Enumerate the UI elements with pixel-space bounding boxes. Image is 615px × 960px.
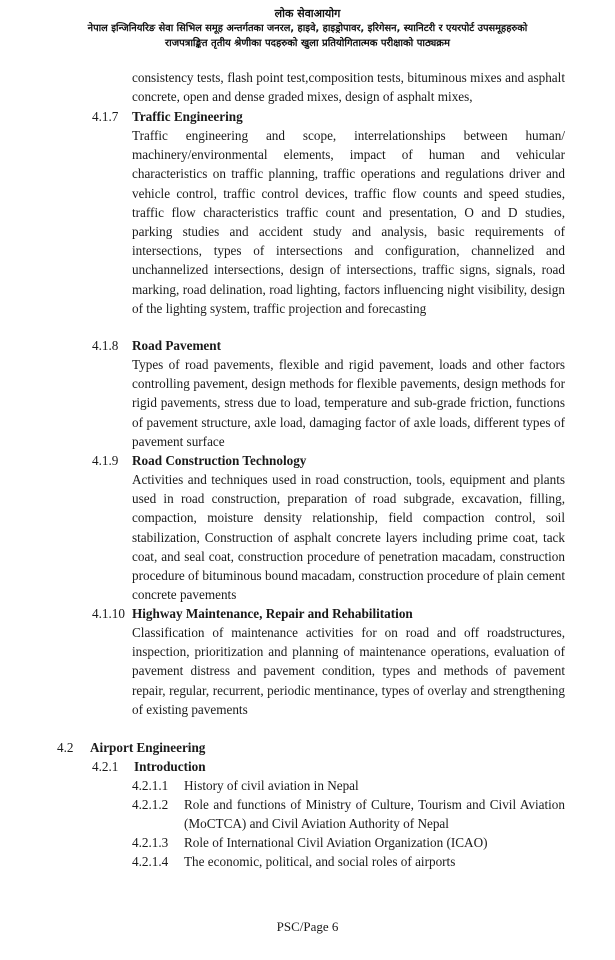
section-number-4-2-1: 4.2.1 [92, 759, 119, 774]
section-number-4-1-8: 4.1.8 [92, 338, 119, 353]
item-number-4-2-1-4: 4.2.1.4 [132, 854, 169, 869]
section-title-airport-engineering: Airport Engineering [90, 740, 206, 755]
section-body-highway-maintenance: Classification of maintenance activities for on road and off roadstructures, inspection, prioritization and planning of maintenance operations, evaluation of pavement distress and pavement condition, types and methods of pavement repair, regular, recurrent, periodic mentinance, types of overlay and strengthening of existing pavements [132, 625, 565, 717]
section-title-road-construction: Road Construction Technology [132, 453, 307, 468]
continued-paragraph: consistency tests, flash point test,composition tests, bituminous mixes and asphalt concrete, open and dense graded mixes, design of asphalt mixes, [132, 70, 565, 105]
item-text-4-2-1-3: Role of International Civil Aviation Organization (ICAO) [184, 835, 488, 850]
section-number-4-1-10: 4.1.10 [92, 606, 125, 621]
item-number-4-2-1-1: 4.2.1.1 [132, 778, 169, 793]
header-commission-name: लोक सेवाआयोग [274, 7, 341, 20]
section-number-4-2: 4.2 [57, 740, 74, 755]
section-body-road-pavement: Types of road pavements, flexible and rigid pavement, loads and other factors controlling pavement, design methods for flexible pavements, design methods for rigid pavements, stress due to load, temperature and sub-grade friction, functions of pavement structure, axle load, damaging factor of axle loads, different types of pavement surface [132, 357, 565, 449]
header-exam-line: राजपत्राङ्कित तृतीय श्रेणीका पदहरुको खुला प्रतियोगितात्मक परीक्षाको पाठ्यक्रम [165, 38, 450, 49]
item-text-4-2-1-2: Role and functions of Ministry of Culture, Tourism and Civil Aviation (MoCTCA) and Civil Aviation Authority of Nepal [184, 797, 565, 832]
section-number-4-1-7: 4.1.7 [92, 109, 119, 124]
page-footer: PSC/Page 6 [276, 919, 339, 934]
document-header [0, 6, 615, 51]
section-body-traffic-engineering: Traffic engineering and scope, interrelationships between human/ machinery/environmental elements, impact of human and vehicular characteristics on traffic planning, traffic operations and regulations driver and vehicle control, traffic control devices, traffic flow counts and speed studies, traffic flow characteristics traffic count and presentation, O and D studies, parking studies and accident study and analysis, basic requirements of intersections, types of intersections and configuration, channelized and unchannelized intersections, design of intersections, traffic signs, signals, road marking, road delination, road lighting, factors influencing night visibility, design of the lighting system, traffic projection and forecasting [132, 128, 565, 316]
item-text-4-2-1-1: History of civil aviation in Nepal [184, 778, 359, 793]
section-body-road-construction: Activities and techniques used in road construction, tools, equipment and plants used in road construction, preparation of road subgrade, excavation, filling, compaction, moisture density relationship, field compaction control, soil stabilization, Construction of asphalt concrete layers including prime coat, tack coat, and seal coat, construction procedure of penetration macadam, construction procedure of bituminous bound macadam, construction procedure of plain cement concrete pavements [132, 472, 565, 603]
header-service-line: नेपाल इन्जिनियरिङ सेवा सिभिल समूह अन्तर्गतका जनरल, हाइवे, हाइड्रोपावर, इरिगेसन, स्यानिटरी र एयरपोर्ट उपसमूहहरुको [87, 23, 528, 34]
section-title-introduction: Introduction [134, 759, 206, 774]
section-title-road-pavement: Road Pavement [132, 338, 222, 353]
section-title-traffic-engineering: Traffic Engineering [132, 109, 243, 124]
item-text-4-2-1-4: The economic, political, and social roles of airports [184, 854, 456, 869]
section-number-4-1-9: 4.1.9 [92, 453, 119, 468]
section-title-highway-maintenance: Highway Maintenance, Repair and Rehabilitation [132, 606, 413, 621]
item-number-4-2-1-2: 4.2.1.2 [132, 797, 169, 812]
item-number-4-2-1-3: 4.2.1.3 [132, 835, 169, 850]
